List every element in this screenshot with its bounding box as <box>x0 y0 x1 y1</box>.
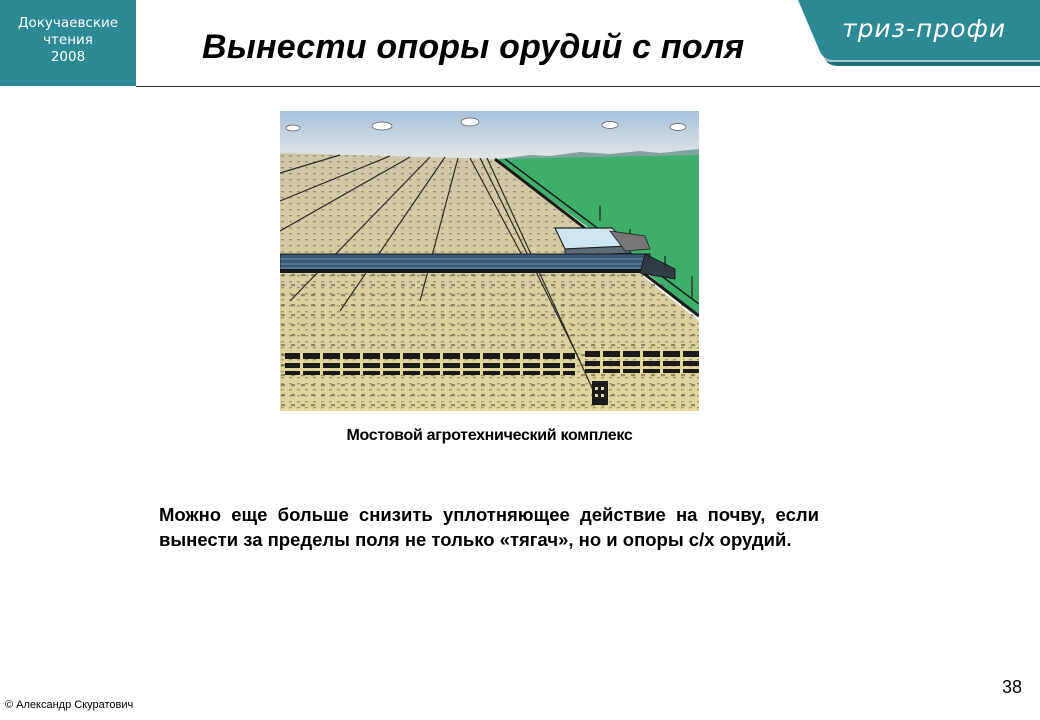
header-divider <box>136 86 1040 87</box>
slide-title: Вынести опоры орудий с поля <box>202 28 745 66</box>
logo-text: триз-профи <box>842 14 1007 43</box>
badge-line-2: чтения <box>43 32 93 48</box>
foreground-cabin <box>592 381 608 405</box>
agro-complex-illustration <box>280 111 699 411</box>
badge-line-1: Докучаевские <box>17 15 119 31</box>
image-caption: Мостовой агротехнический комплекс <box>346 427 633 444</box>
conference-badge <box>0 0 136 86</box>
page-number: 38 <box>1001 677 1022 697</box>
badge-line-3: 2008 <box>50 49 86 65</box>
copyright: © Александр Скуратович <box>5 699 134 711</box>
tool-rows <box>285 351 699 375</box>
body-text: Можно еще больше снизить уплотняющее действие на почву, если вынести за пределы поля не только «тягач», но и опоры с/х орудий. <box>159 504 819 550</box>
